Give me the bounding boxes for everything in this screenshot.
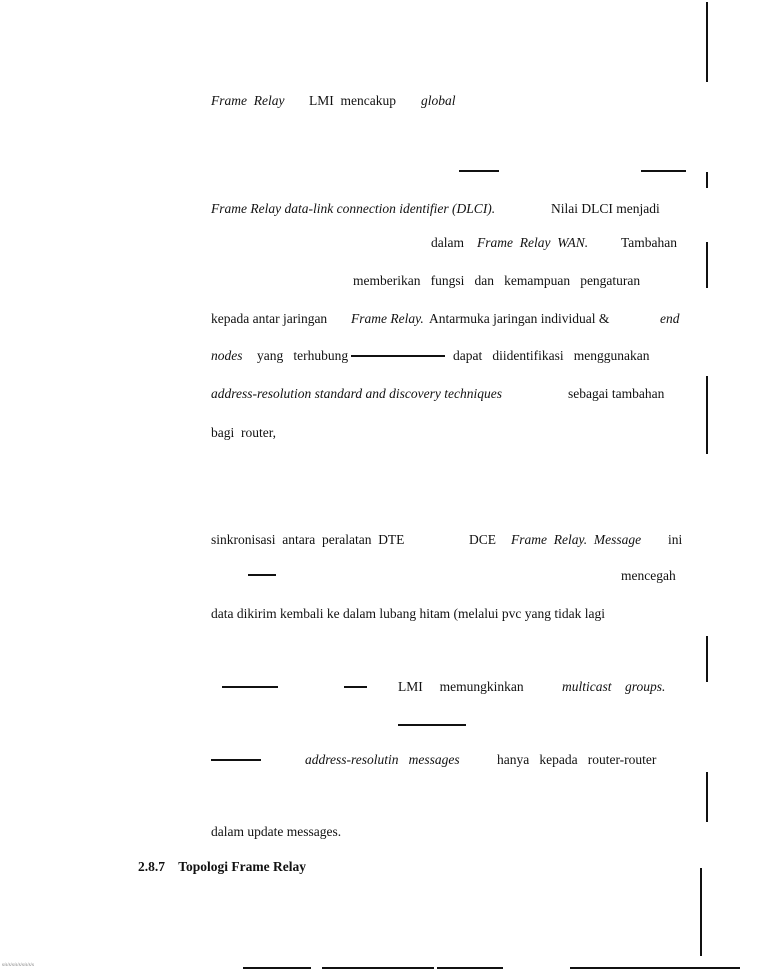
text-segment: multicast groups.: [562, 679, 666, 694]
text-segment: LMI mencakup: [309, 93, 396, 108]
underline-rule: [248, 574, 276, 576]
text-segment: Nilai DLCI menjadi: [551, 201, 660, 216]
text-segment: address-resolution standard and discovery techniques: [211, 386, 502, 401]
margin-bar: [700, 868, 702, 956]
section-heading: 2.8.7 Topologi Frame Relay: [138, 859, 306, 874]
text-segment: dapat diidentifikasi menggunakan: [453, 348, 650, 363]
margin-bar: [706, 636, 708, 682]
text-segment: mencegah: [621, 568, 676, 583]
margin-bar: [706, 772, 708, 822]
text-segment: bagi router,: [211, 425, 277, 440]
text-segment: data dikirim kembali ke dalam lubang hitam (melalui pvc yang tidak lagi: [211, 606, 606, 621]
text-segment: hanya kepada router-router: [497, 752, 657, 767]
text-segment: Frame Relay WAN.: [477, 235, 589, 250]
underline-rule: [459, 170, 499, 172]
text-segment: kepada antar jaringan: [211, 311, 328, 326]
text-segment: yang terhubung: [257, 348, 349, 363]
underline-rule: [222, 686, 278, 688]
text-segment: global: [421, 93, 456, 108]
underline-rule: [437, 967, 503, 969]
underline-rule: [351, 355, 445, 357]
text-segment: ini: [668, 532, 683, 547]
text-segment: sebagai tambahan: [568, 386, 665, 401]
text-segment: nodes: [211, 348, 243, 363]
margin-bar: [706, 2, 708, 82]
text-segment: Frame Relay: [211, 93, 285, 108]
margin-bar: [706, 376, 708, 454]
underline-rule: [641, 170, 686, 172]
underline-rule: [243, 967, 311, 969]
underline-rule: [211, 759, 261, 761]
margin-bar: [706, 172, 708, 188]
underline-rule: [344, 686, 367, 688]
text-segment: LMI memungkinkan: [398, 679, 524, 694]
footer-mark: s/s/s/s/s/s/s/s/s/s: [2, 963, 34, 968]
text-segment: dalam update messages.: [211, 824, 342, 839]
text-segment: DCE: [469, 532, 496, 547]
text-segment: sinkronisasi antara peralatan DTE: [211, 532, 405, 547]
underline-rule: [398, 724, 466, 726]
text-segment: memberikan fungsi dan kemampuan pengaturan: [353, 273, 641, 288]
text-segment: Frame Relay.: [351, 311, 424, 326]
text-segment: address-resolutin messages: [305, 752, 460, 767]
text-segment: Antarmuka jaringan individual &: [429, 311, 610, 326]
underline-rule: [570, 967, 740, 969]
underline-rule: [322, 967, 434, 969]
text-segment: Frame Relay. Message: [511, 532, 642, 547]
margin-bar: [706, 242, 708, 288]
text-segment: Tambahan: [621, 235, 678, 250]
text-segment: Frame Relay data-link connection identifier (DLCI).: [211, 201, 496, 216]
text-segment: end: [660, 311, 680, 326]
text-segment: dalam: [431, 235, 464, 250]
